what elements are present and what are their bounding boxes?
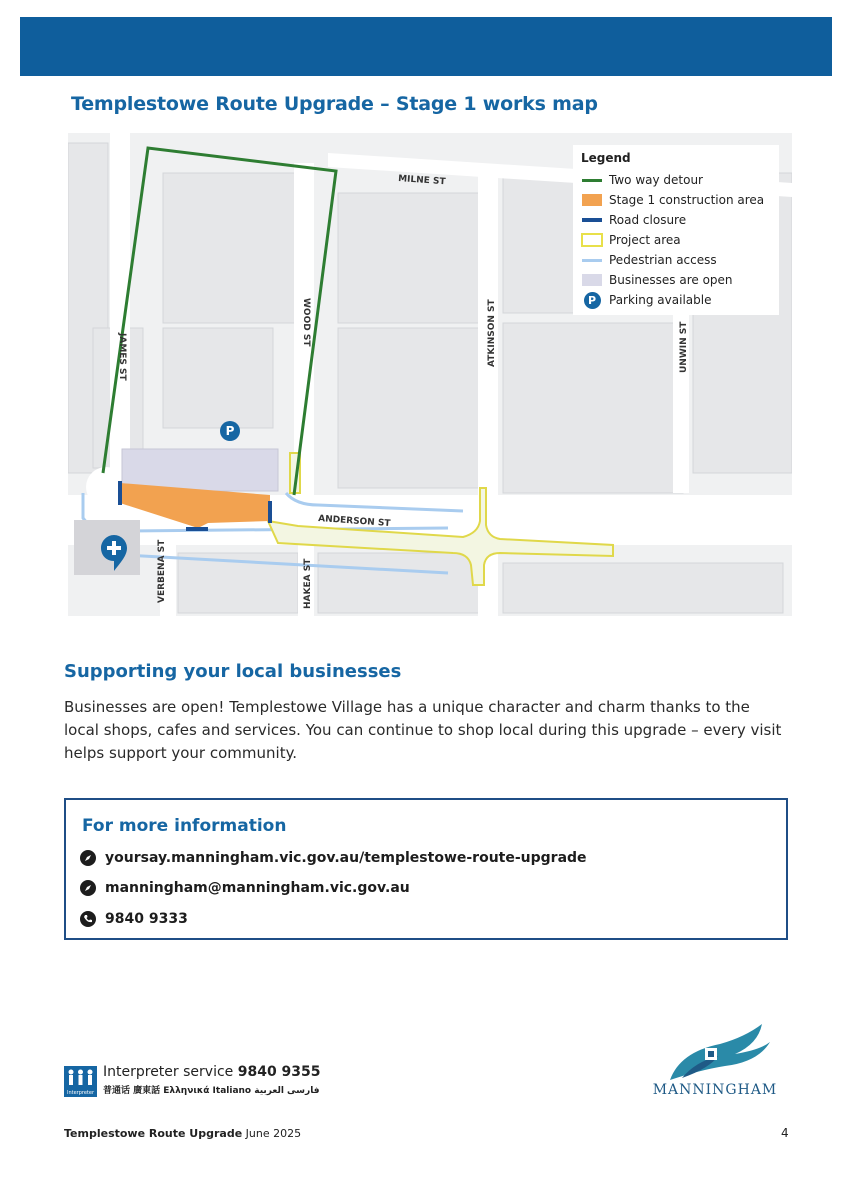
parking-legend-icon: P [581,293,603,307]
street-label-milne: MILNE ST [397,174,446,188]
map-legend [573,145,779,315]
brand-name: MANNINGHAM [652,1082,778,1098]
street-label-atkinson: ATKINSON ST [487,299,497,367]
map-title: Templestowe Route Upgrade – Stage 1 works map [71,93,598,115]
detour-line-icon [581,173,603,187]
street-label-hakea: HAKEA ST [303,558,313,609]
footer-doc-title: Templestowe Route Upgrade [64,1127,243,1140]
website-link[interactable]: yoursay.manningham.vic.gov.au/templestowe-route-upgrade [80,850,587,866]
businesses-body-text: Businesses are open! Templestowe Village has a unique character and charm thanks to the local shops, cafes and services. You can continue to shop local during this upgrade – every visit helps support your community. [64,698,782,762]
street-label-james: JAMES ST [117,333,127,381]
interpreter-logo [64,1066,97,1097]
legend-item-two-way-detour: Two way detour [581,171,703,189]
email-link[interactable]: manningham@manningham.vic.gov.au [80,880,410,896]
pedestrian-line-icon [581,253,603,267]
project-area-swatch-icon [581,233,603,247]
manningham-wing-icon [640,1022,790,1082]
more-info-title: For more information [82,816,287,836]
compass-icon [80,880,96,896]
street-label-anderson: ANDERSON ST [317,514,391,530]
compass-icon [80,850,96,866]
svg-text:Interpreter: Interpreter [66,1090,95,1096]
legend-item-pedestrian-access: Pedestrian access [581,251,717,269]
construction-swatch-icon [581,193,603,207]
works-map [68,133,792,616]
legend-item-project-area: Project area [581,231,681,249]
legend-title: Legend [581,151,631,165]
street-label-verbena: VERBENA ST [157,539,167,603]
more-info-box [64,798,788,940]
phone-link[interactable]: 9840 9333 [80,911,188,927]
parking-symbol: P [225,424,235,438]
street-label-wood: WOOD ST [301,298,311,347]
legend-item-parking: P Parking available [581,291,711,309]
interpreter-languages: 普通话 廣東話 Ελληνικά Italiano فارسی العربية [103,1086,320,1096]
businesses-open-area [122,449,278,491]
businesses-swatch-icon [581,273,603,287]
footer-date: June 2025 [245,1127,302,1140]
legend-item-road-closure: Road closure [581,211,686,229]
road-closure-line-icon [581,213,603,227]
interpreter-line: Interpreter service 9840 9355 [103,1064,321,1080]
interpreter-people-icon [64,1066,97,1097]
interpreter-number: 9840 9355 [237,1064,321,1080]
legend-item-construction-area: Stage 1 construction area [581,191,764,209]
phone-icon [80,911,96,927]
header-bar [20,17,832,76]
legend-item-businesses-open: Businesses are open [581,271,733,289]
businesses-section-title: Supporting your local businesses [64,661,402,682]
footer-doc-info [64,1127,301,1140]
manningham-logo [640,1022,790,1102]
street-label-unwin: UNWIN ST [679,321,689,373]
page-number: 4 [781,1126,789,1140]
